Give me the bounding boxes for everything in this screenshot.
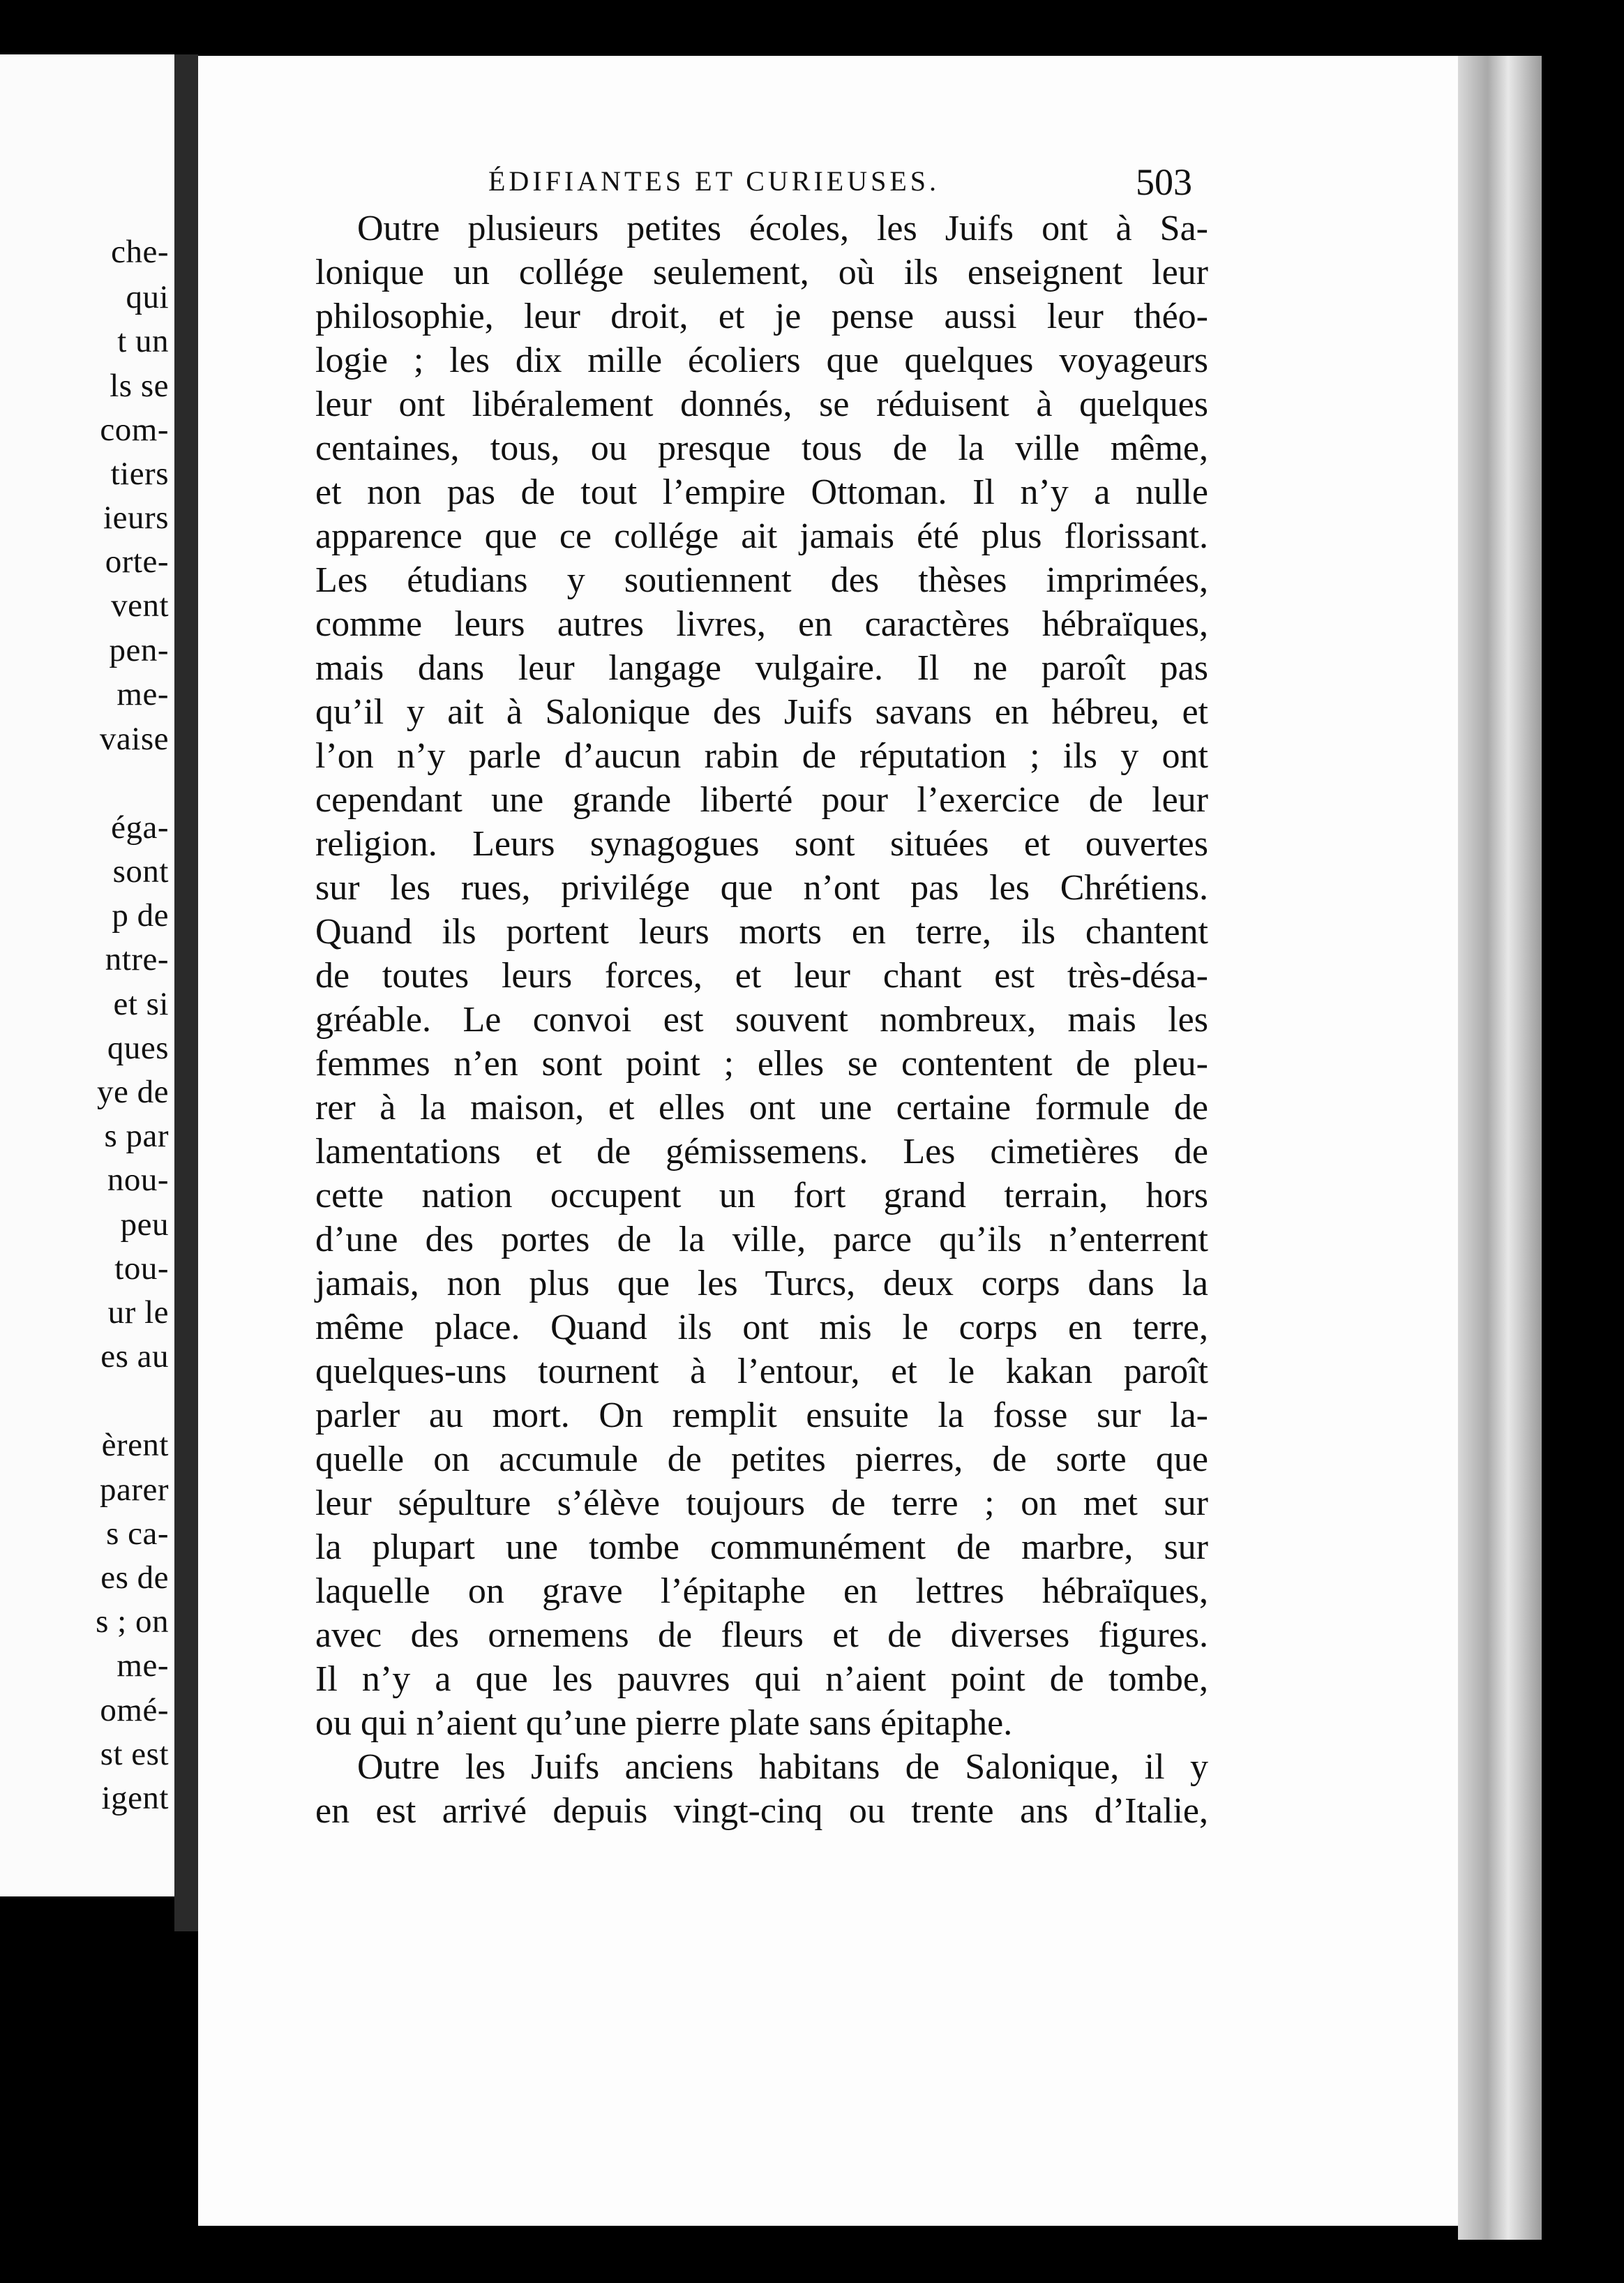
facing-page-line: peu xyxy=(120,1206,169,1243)
facing-page-line: ls se xyxy=(110,368,169,404)
body-line: philosophie, leur droit, et je pense aussi leur théo- xyxy=(315,297,1208,336)
body-line: mais dans leur langage vulgaire. Il ne paroît pas xyxy=(315,648,1208,688)
body-line: qu’il y ait à Salonique des Juifs savans en hébreu, et xyxy=(315,692,1208,732)
body-line: même place. Quand ils ont mis le corps en terre, xyxy=(315,1308,1208,1347)
facing-page-line: me- xyxy=(116,676,169,712)
body-line: en est arrivé depuis vingt-cinq ou trente ans d’Italie, xyxy=(315,1791,1208,1831)
body-line: sur les rues, privilége que n’ont pas les Chrétiens. xyxy=(315,868,1208,908)
body-line: lamentations et de gémissemens. Les cimetières de xyxy=(315,1132,1208,1172)
body-line: Quand ils portent leurs morts en terre, ils chantent xyxy=(315,912,1208,952)
facing-page-line: ur le xyxy=(107,1294,169,1331)
facing-page-line: s par xyxy=(104,1118,169,1154)
body-line: et non pas de tout l’empire Ottoman. Il n’y a nulle xyxy=(315,472,1208,512)
facing-page-line: ieurs xyxy=(103,500,169,536)
facing-page-line: et si xyxy=(113,986,169,1022)
facing-page-fragment xyxy=(0,54,174,1896)
book-gutter xyxy=(174,54,198,1931)
facing-page-line: igent xyxy=(101,1780,169,1816)
facing-page-line: qui xyxy=(126,279,169,315)
body-line: quelques-uns tournent à l’entour, et le kakan paroît xyxy=(315,1352,1208,1391)
body-line: centaines, tous, ou presque tous de la ville même, xyxy=(315,428,1208,468)
facing-page-line: ques xyxy=(107,1030,169,1066)
body-line: ou qui n’aient qu’une pierre plate sans épitaphe. xyxy=(315,1703,1013,1743)
body-line: la plupart une tombe communément de marbre, sur xyxy=(315,1527,1208,1567)
body-line: jamais, non plus que les Turcs, deux corps dans la xyxy=(315,1264,1208,1303)
body-line: laquelle on grave l’épitaphe en lettres hébraïques, xyxy=(315,1571,1208,1611)
body-line: de toutes leurs forces, et leur chant est très-désa- xyxy=(315,956,1208,996)
facing-page-line: vaise xyxy=(99,721,169,757)
facing-page-line: vent xyxy=(111,587,169,624)
body-line: Outre les Juifs anciens habitans de Salonique, il y xyxy=(357,1747,1208,1787)
facing-page-line: sont xyxy=(112,853,169,890)
body-line: rer à la maison, et elles ont une certaine formule de xyxy=(315,1088,1208,1128)
body-line: Les étudians y soutiennent des thèses imprimées, xyxy=(315,560,1208,600)
facing-page-line: tiers xyxy=(110,456,169,492)
body-line: Il n’y a que les pauvres qui n’aient point de tombe, xyxy=(315,1659,1208,1699)
facing-page-line: orte- xyxy=(105,544,169,580)
facing-page-line: nou- xyxy=(107,1162,169,1198)
body-line: comme leurs autres livres, en caractères hébraïques, xyxy=(315,604,1208,644)
body-line: apparence que ce collége ait jamais été plus florissant. xyxy=(315,516,1208,556)
running-head: ÉDIFIANTES ET CURIEUSES. xyxy=(488,165,940,197)
facing-page-line: es au xyxy=(100,1338,169,1375)
page-edges xyxy=(1458,56,1542,2240)
facing-page-line: s ; on xyxy=(96,1603,169,1640)
facing-page-line: ye de xyxy=(97,1074,169,1110)
facing-page-line: omé- xyxy=(100,1692,169,1728)
body-line: parler au mort. On remplit ensuite la fosse sur la- xyxy=(315,1395,1208,1435)
facing-page-line: es de xyxy=(100,1559,169,1596)
facing-page-line: me- xyxy=(116,1647,169,1684)
facing-page-line: tou- xyxy=(114,1250,169,1287)
body-line: cette nation occupent un fort grand terrain, hors xyxy=(315,1176,1208,1215)
body-line: quelle on accumule de petites pierres, de sorte que xyxy=(315,1439,1208,1479)
body-line: femmes n’en sont point ; elles se contentent de pleu- xyxy=(315,1044,1208,1084)
body-line: lonique un collége seulement, où ils enseignent leur xyxy=(315,253,1208,292)
body-line: l’on n’y parle d’aucun rabin de réputation ; ils y ont xyxy=(315,736,1208,776)
body-line: avec des ornemens de fleurs et de diverses figures. xyxy=(315,1615,1208,1655)
body-line: leur ont libéralement donnés, se réduisent à quelques xyxy=(315,384,1208,424)
facing-page-line: che- xyxy=(111,234,169,270)
facing-page-line: éga- xyxy=(111,809,169,846)
facing-page-line: st est xyxy=(100,1736,169,1772)
body-line: d’une des portes de la ville, parce qu’ils n’enterrent xyxy=(315,1220,1208,1259)
page-number: 503 xyxy=(1136,161,1192,203)
body-line: Outre plusieurs petites écoles, les Juifs ont à Sa- xyxy=(357,209,1208,248)
facing-page-line: p de xyxy=(112,897,169,934)
facing-page-line: parer xyxy=(99,1472,169,1508)
body-line: gréable. Le convoi est souvent nombreux, mais les xyxy=(315,1000,1208,1040)
facing-page-line: com- xyxy=(100,412,169,448)
facing-page-line: s ca- xyxy=(106,1515,169,1552)
body-line: leur sépulture s’élève toujours de terre ; on met sur xyxy=(315,1483,1208,1523)
body-line: logie ; les dix mille écoliers que quelques voyageurs xyxy=(315,340,1208,380)
body-line: religion. Leurs synagogues sont situées et ouvertes xyxy=(315,824,1208,864)
facing-page-line: ntre- xyxy=(105,941,169,978)
facing-page-line: pen- xyxy=(109,632,169,668)
body-line: cependant une grande liberté pour l’exercice de leur xyxy=(315,780,1208,820)
facing-page-line: èrent xyxy=(101,1427,169,1463)
facing-page-line: t un xyxy=(117,323,169,359)
